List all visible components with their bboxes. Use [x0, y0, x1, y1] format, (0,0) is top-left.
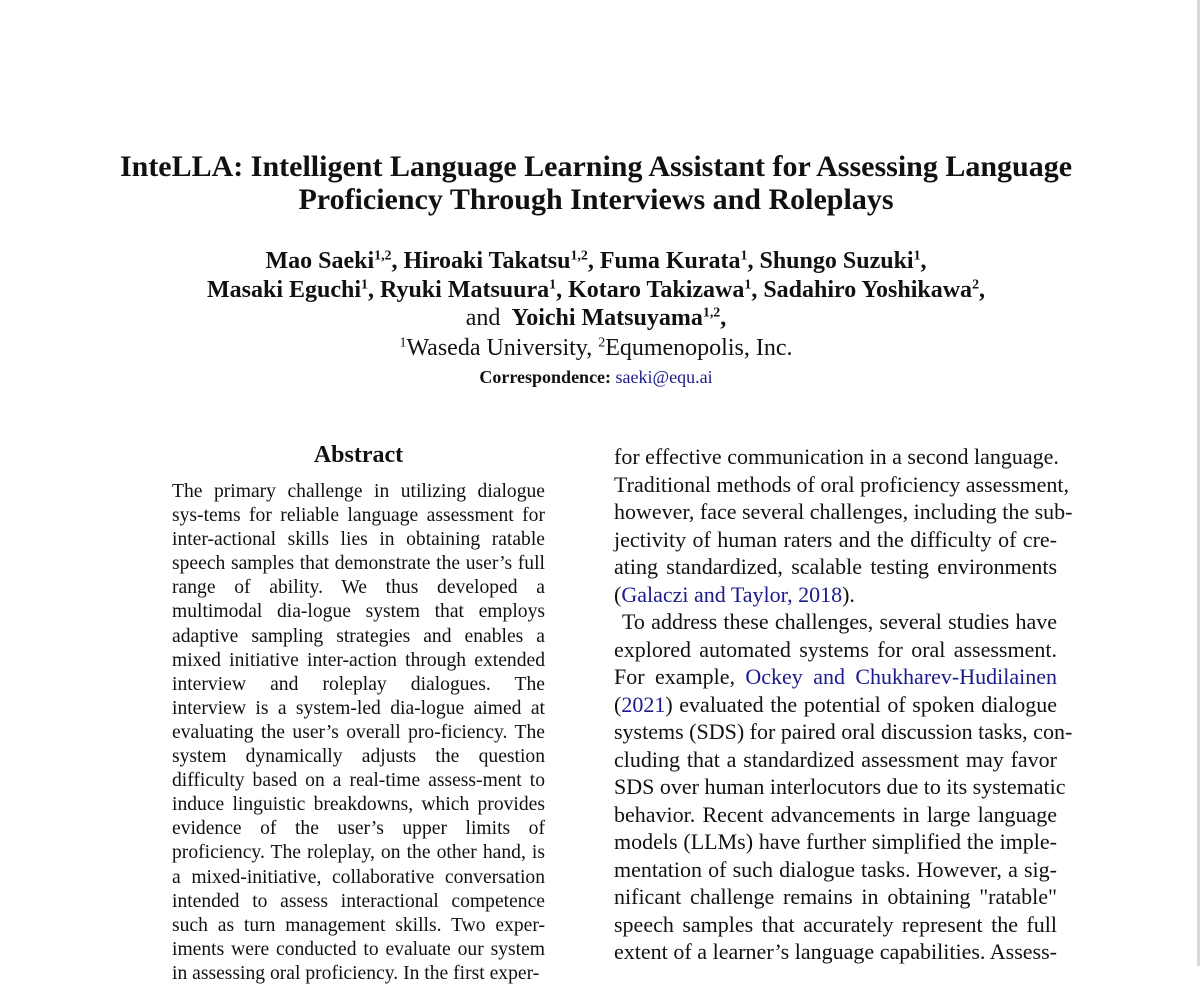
- title-line-1: InteLLA: Intelligent Language Learning Assistant for Assessing Language: [119, 150, 1073, 183]
- paren-close: ).: [842, 581, 855, 607]
- correspondence-label: Correspondence:: [479, 367, 612, 387]
- and-word: and: [465, 305, 501, 331]
- author-list: [0, 247, 1192, 333]
- text-line: however, face several challenges, including the sub-: [614, 499, 1073, 524]
- author-affil: 1: [361, 276, 368, 292]
- intro-column: [614, 443, 1073, 966]
- author-name: Shungo Suzuki: [759, 248, 914, 274]
- text-line: cluding that a standardized assessment may favor: [614, 746, 1057, 772]
- author-name: Kotaro Takizawa: [568, 276, 745, 303]
- text-line: behavior. Recent advancements in large language: [614, 801, 1057, 827]
- author-name: Ryuki Matsuura: [379, 276, 550, 303]
- author-affil: 1: [740, 248, 748, 264]
- author-name: Masaki Eguchi: [206, 276, 362, 303]
- text-line: SDS over human interlocutors due to its systematic: [614, 774, 1066, 799]
- text-fragment: For example,: [614, 664, 735, 689]
- text-line: jectivity of human raters and the difficulty of cre-: [614, 526, 1057, 552]
- correspondence-email-link[interactable]: saeki@equ.ai: [615, 367, 713, 387]
- author-name: Yoichi Matsuyama: [511, 305, 703, 331]
- text-fragment: ) evaluated the potential of spoken dialogue: [665, 691, 1057, 717]
- paper-title: [0, 150, 1192, 216]
- paren-open: (: [614, 581, 622, 607]
- citation-link[interactable]: Ockey and Chukharev-Hudilainen: [745, 664, 1057, 689]
- affiliations: [0, 334, 1192, 362]
- text-line: models (LLMs) have further simplified the imple-: [614, 829, 1057, 854]
- text-line: systems (SDS) for paired oral discussion tasks, con-: [614, 719, 1073, 744]
- correspondence: [0, 366, 1192, 388]
- author-line-1: Mao Saeki$^{1,2}$, Hiroaki Takatsu$^{1,2}$, Fuma Kurata$^1$, Shungo Suzuki$^1$,: [265, 248, 927, 274]
- author-name: Mao Saeki: [265, 248, 375, 274]
- author-line-2: Masaki Eguchi$^1$, Ryuki Matsuura$^1$, Kotaro Takizawa$^1$, Sadahiro Yoshikawa$^2$,: [206, 276, 986, 303]
- author-name: Hiroaki Takatsu: [403, 248, 571, 274]
- affil-name: Equmenopolis, Inc.: [605, 335, 793, 361]
- author-affil: 1,2: [570, 248, 588, 264]
- text-line: ating standardized, scalable testing environments: [614, 554, 1057, 579]
- affil-name: Waseda University,: [406, 335, 593, 361]
- author-name: Fuma Kurata: [599, 248, 741, 274]
- text-line: [614, 581, 1057, 609]
- abstract-heading: Abstract: [313, 442, 404, 468]
- author-affil: 1: [744, 276, 752, 292]
- text-line: Traditional methods of oral proficiency assessment,: [614, 471, 1069, 497]
- author-affil: 1: [913, 248, 921, 264]
- affil-number: 1: [399, 335, 407, 351]
- text-line: nificant challenge remains in obtaining "ratable": [614, 884, 1057, 909]
- author-affil: 1,2: [374, 248, 392, 264]
- citation-link[interactable]: Galaczi and Taylor, 2018: [621, 581, 843, 607]
- paren-open: (: [614, 691, 622, 717]
- abstract-body: The primary challenge in utilizing dialogue sys-tems for reliable language assessment for inter-actional skills lies in obtaining ratable speech samples that demonstrate the user’s full range of ability. We thus developed a multimodal dia-logue system that employs adaptive sampling strategies and enables a mixed initiative inter-action through extended interview and roleplay dialogues. The interview is a system-led dia-logue aimed at evaluating the user’s overall pro-ficiency. The system dynamically adjusts the question difficulty based on a real-time assess-ment to induce linguistic breakdowns, which provides evidence of the user’s upper limits of proficiency. The roleplay, on the other hand, is a mixed-initiative, collaborative conversation intended to assess interactional competence such as turn management skills. Two exper-iments were conducted to evaluate our system in assessing oral proficiency. In the first exper-: [172, 481, 545, 984]
- text-line: [614, 663, 1057, 691]
- author-line-3: and Yoichi Matsuyama$^{1,2}$,: [465, 305, 727, 331]
- author-affil: 1,2: [702, 305, 721, 321]
- text-line: for effective communication in a second language.: [614, 444, 1059, 469]
- text-line: explored automated systems for oral assessment.: [614, 636, 1057, 662]
- author-name: Sadahiro Yoshikawa: [763, 276, 973, 303]
- affil-number: 2: [598, 335, 606, 351]
- text-line: speech samples that accurately represent the full: [614, 911, 1057, 937]
- text-line: To address these challenges, several studies have: [622, 609, 1057, 634]
- text-line: [614, 691, 1057, 719]
- title-line-2: Proficiency Through Interviews and Roleplays: [298, 183, 894, 216]
- author-affil: 1: [549, 276, 557, 292]
- text-line: mentation of such dialogue tasks. However, a sig-: [614, 856, 1057, 882]
- citation-year-link[interactable]: 2021: [621, 691, 666, 717]
- text-line: extent of a learner’s language capabilities. Assess-: [614, 939, 1057, 964]
- author-affil: 2: [972, 276, 980, 292]
